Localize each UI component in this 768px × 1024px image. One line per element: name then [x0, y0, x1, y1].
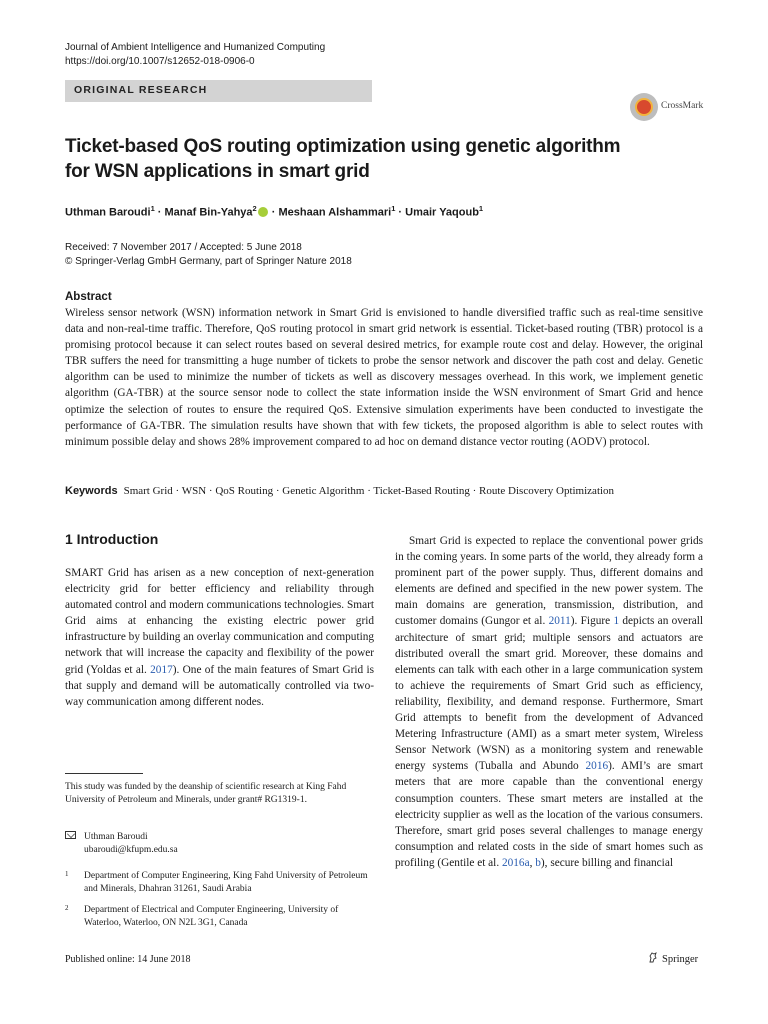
article-dates: [65, 241, 352, 269]
author-name[interactable]: Manaf Bin-Yahya: [164, 206, 253, 219]
corresponding-name: Uthman Baroudi: [84, 832, 148, 842]
citation-link[interactable]: b: [535, 856, 541, 869]
footnote-divider: [65, 773, 143, 774]
affiliation-number: 1: [65, 870, 69, 878]
crossmark-icon: [630, 93, 658, 121]
author-name[interactable]: Uthman Baroudi: [65, 206, 151, 219]
citation-link[interactable]: 2016a: [501, 856, 530, 869]
paper-title: [65, 134, 685, 184]
abstract-heading: Abstract: [65, 291, 112, 303]
corresponding-author: [65, 831, 178, 857]
affiliation-1: [65, 870, 375, 896]
affiliation-text: Department of Computer Engineering, King Fahd University of Petroleum and Minerals, Dhahran 31261, Saudi Arabia: [84, 871, 368, 894]
author-affiliation-mark: 1: [391, 204, 396, 213]
keywords-label: Keywords: [65, 485, 118, 497]
author-affiliation-mark: 2: [252, 204, 257, 213]
author-affiliation-mark: 1: [478, 204, 484, 213]
crossmark-label: CrossMark: [661, 101, 704, 111]
envelope-icon: [65, 831, 76, 839]
author-name[interactable]: Umair Yaqoub: [405, 206, 479, 219]
intro-left-column: [65, 565, 374, 710]
title-line-1: Ticket-based QoS routing optimization using genetic algorithm: [65, 136, 621, 157]
copyright-notice: © Springer-Verlag GmbH Germany, part of Springer Nature 2018: [65, 256, 352, 267]
journal-header: [65, 41, 325, 69]
affiliation-2: [65, 904, 375, 930]
publisher-logo: [648, 952, 698, 965]
doi-link[interactable]: https://doi.org/10.1007/s12652-018-0906-0: [65, 56, 255, 67]
corresponding-email[interactable]: ubaroudi@kfupm.edu.sa: [84, 845, 178, 855]
section-heading-introduction: 1 Introduction: [65, 531, 159, 547]
title-line-2: for WSN applications in smart grid: [65, 161, 370, 182]
crossmark-badge[interactable]: [630, 93, 730, 123]
affiliation-number: 2: [65, 904, 69, 912]
springer-horse-icon: [648, 952, 658, 963]
author-list: Uthman Baroudi$^1$ · Manaf Bin-Yahya$^2$ · Meshaan Alshammari$^1$ · Umair Yaqoub$^1$: [65, 204, 484, 219]
intro-right-column: [395, 533, 703, 871]
figure-link[interactable]: 1: [613, 615, 620, 628]
journal-name: Journal of Ambient Intelligence and Humanized Computing: [65, 42, 326, 53]
received-accepted: Received: 7 November 2017 / Accepted: 5 June 2018: [65, 242, 302, 253]
abstract-body: Wireless sensor network (WSN) information network in Smart Grid is envisioned to handle diversified traffic such as real-time sensitive data and non-real-time traffic. Therefore, QoS routing protocol in smart grid network is essential. Ticket-based routing (TBR) protocol is a promising protocol because it can select routes based on several desired metrics, for example route cost and delay. However, the original TBR suffers the need for transmitting a huge number of tickets to probe the sensor network and discover the path cost and delay. Genetic algorithm can be used to minimize the number of tickets as well as discovery messages overhead. In this work, we implement genetic algorithm (GA-TBR) at the source sensor node to collect the state information inside the WSN environment of Smart Grid and hence optimize the selection of routes to ensure the required QoS. Extensive simulation experiments have been conducted to investigate the performance of GA-TBR. The simulation results have shown that with few tickets, the proposed algorithm is able to select routes with minimum possible delay and shows 28% improvement compared to ad hoc on demand distance vector routing (AODV) protocol.: [65, 307, 703, 448]
citation-link[interactable]: 2016: [585, 760, 609, 773]
funding-note: This study was funded by the deanship of scientific research at King Fahd University of Petroleum and Minerals, under grant# RG1319-1.: [65, 782, 347, 805]
intro-paragraph: Smart Grid is expected to replace the conventional power grids in the coming years. In some parts of the world, they already form a prominent part of the power supply. Thus, different domains and elements are defined and specified in the new power system. The main domains are generation, transmission, distribution, and customer domains (Gungor et al. 2011). Figure 1 depicts an overall architecture of smart grid; multiple sensors and actuators are distributed overall the smart grid. Moreover, these domains and elements can talk with each other in a large communication system to achieve the requirements of Smart Grid such as efficiency, reliability, flexibility, and demand response. Furthermore, Smart Grid attempts to benefit from the development of Advanced Metering Infrastructure (AMI) as a smart meter system, Wireless Sensor Network (WSN) as a monitoring system and renewable energy systems (Tuballa and Abundo 2016). AMI’s are smart meters that are more capable than the conventional energy consumption counters. These smart meters are installed at the electricity supplier as well as the location of the various consumers. Therefore, smart grid poses several challenges to manage energy consumption and related costs in the side of smart homes such as profiling (Gentile et al. 2016a, b), secure billing and financial: [395, 535, 704, 869]
orcid-icon[interactable]: [258, 207, 268, 217]
keywords-list: Smart Grid · WSN · QoS Routing · Genetic Algorithm · Ticket-Based Routing · Route Discovery Optimization: [123, 485, 615, 497]
citation-link[interactable]: 2011: [548, 615, 571, 628]
keywords-line: [65, 485, 715, 497]
publisher-name: Springer: [662, 954, 699, 965]
author-affiliation-mark: 1: [150, 204, 155, 213]
affiliation-text: Department of Electrical and Computer Engineering, University of Waterloo, Waterloo, ON N2L 3G1, Canada: [84, 905, 339, 928]
citation-link[interactable]: 2017: [150, 663, 173, 676]
published-date: Published online: 14 June 2018: [65, 954, 191, 965]
intro-paragraph: SMART Grid has arisen as a new conception of next-generation electricity grid for better efficiency and reliability through automated control and modern communications technologies. Smart Grid aims at enhancing the existing electric power grid infrastructure by building an overlay communication and computing network that will increase the capacity and flexibility of the power grid (Yoldas et al. 2017). One of the main features of Smart Grid is that supply and demand will be automatically controlled via two-way communication among different nodes.: [65, 567, 375, 708]
article-type-banner: [65, 80, 372, 102]
article-type-label: ORIGINAL RESEARCH: [74, 84, 208, 96]
author-name[interactable]: Meshaan Alshammari: [278, 206, 392, 219]
